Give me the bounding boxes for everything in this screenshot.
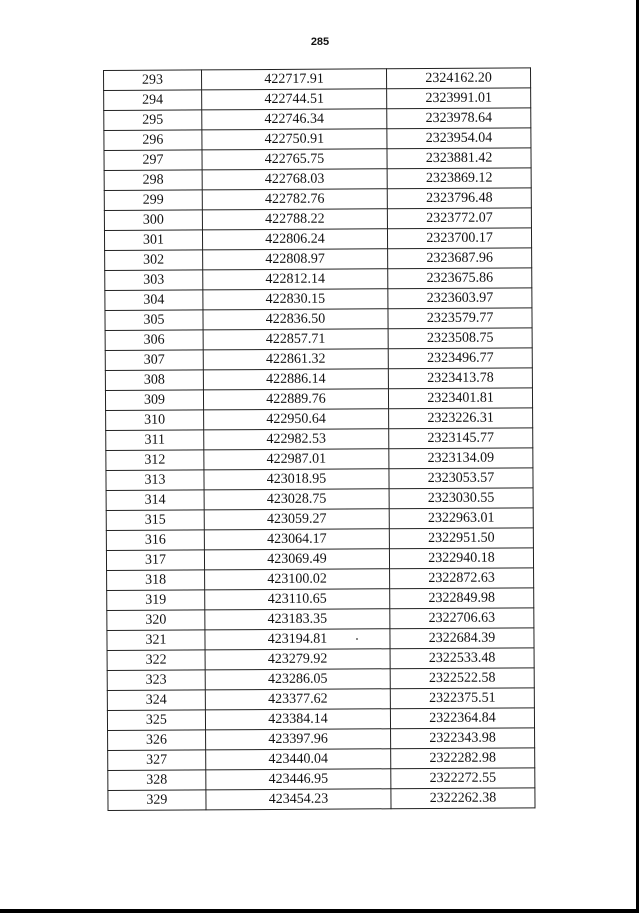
northing-cell: 2323053.57 [389,468,533,489]
northing-cell: 2323134.09 [389,448,533,469]
point-number-cell: 302 [105,250,203,271]
coordinate-table [103,67,536,811]
northing-cell: 2323978.64 [387,108,531,129]
northing-cell: 2323413.78 [388,368,532,389]
easting-cell: 422886.14 [203,369,388,390]
table-row [107,608,534,631]
easting-cell: 422768.03 [202,169,387,190]
table-row [106,528,533,551]
northing-cell: 2323881.42 [387,148,531,169]
table-row [105,368,532,391]
easting-cell: 423183.35 [205,609,390,630]
northing-cell: 2322533.48 [390,648,534,669]
point-number-cell: 322 [107,650,205,671]
easting-cell: 422812.14 [203,269,388,290]
table-row [107,588,534,611]
easting-cell: 423454.23 [206,789,391,810]
point-number-cell: 315 [106,510,204,531]
northing-cell: 2323991.01 [387,88,531,109]
northing-cell: 2323700.17 [388,228,532,249]
table-row [107,708,534,731]
table-row [105,328,532,351]
northing-cell: 2323226.31 [389,408,533,429]
table-row [108,748,535,771]
easting-cell: 422950.64 [203,409,388,430]
point-number-cell: 325 [107,710,205,731]
easting-cell: 423279.92 [205,649,390,670]
table-row [108,768,535,791]
northing-cell: 2322272.55 [391,768,535,789]
point-number-cell: 308 [105,370,203,391]
easting-cell: 422836.50 [203,309,388,330]
northing-cell: 2322951.50 [389,528,533,549]
northing-cell: 2322940.18 [390,548,534,569]
northing-cell: 2322849.98 [390,588,534,609]
northing-cell: 2323869.12 [387,168,531,189]
table-row [105,348,532,371]
table-row [106,548,533,571]
easting-cell: 422744.51 [202,89,387,110]
point-number-cell: 300 [104,210,202,231]
table-row [106,508,533,531]
table-row [106,428,533,451]
table-row [106,488,533,511]
easting-cell: 422788.22 [202,209,387,230]
table-row [107,568,534,591]
easting-cell: 422782.76 [202,189,387,210]
easting-cell: 423018.95 [204,469,389,490]
easting-cell: 422857.71 [203,329,388,350]
point-number-cell: 314 [106,490,204,511]
easting-cell: 422765.75 [202,149,387,170]
point-number-cell: 307 [105,350,203,371]
table-row [108,788,535,811]
northing-cell: 2323496.77 [388,348,532,369]
easting-cell: 422830.15 [203,289,388,310]
easting-cell: 422806.24 [202,229,387,250]
table-row [104,68,531,91]
table-row [104,108,531,131]
easting-cell: 423286.05 [205,669,390,690]
point-number-cell: 304 [105,290,203,311]
northing-cell: 2322282.98 [391,748,535,769]
point-number-cell: 294 [104,90,202,111]
northing-cell: 2323145.77 [389,428,533,449]
northing-cell: 2322706.63 [390,608,534,629]
table-row [107,648,534,671]
table-row [104,168,531,191]
table-row [107,668,534,691]
point-number-cell: 309 [105,390,203,411]
easting-cell: 422808.97 [202,249,387,270]
point-number-cell: 329 [108,790,206,811]
northing-cell: 2323508.75 [388,328,532,349]
northing-cell: 2323796.48 [387,188,531,209]
northing-cell: 2322684.39 [390,628,534,649]
northing-cell: 2323603.97 [388,288,532,309]
easting-cell: 423194.81 [205,629,390,650]
point-number-cell: 303 [105,270,203,291]
table-row [108,728,535,751]
point-number-cell: 316 [106,530,204,551]
page-number: 285 [310,36,330,48]
table-row [104,188,531,211]
northing-cell: 2322872.63 [390,568,534,589]
table-row [105,248,532,271]
point-number-cell: 320 [107,610,205,631]
point-number-cell: 328 [108,770,206,791]
point-number-cell: 306 [105,330,203,351]
table-row [104,148,531,171]
point-number-cell: 318 [107,570,205,591]
point-number-cell: 298 [104,170,202,191]
easting-cell: 423397.96 [205,729,390,750]
northing-cell: 2323675.86 [388,268,532,289]
table-row [105,288,532,311]
table-row [106,448,533,471]
northing-cell: 2322963.01 [389,508,533,529]
easting-cell: 423440.04 [206,749,391,770]
easting-cell: 422717.91 [201,69,386,90]
easting-cell: 423384.14 [205,709,390,730]
table-row [105,388,532,411]
table-row [105,308,532,331]
northing-cell: 2323954.04 [387,128,531,149]
table-row [106,408,533,431]
point-number-cell: 321 [107,630,205,651]
easting-cell: 423110.65 [205,589,390,610]
point-number-cell: 301 [104,230,202,251]
table-row [105,268,532,291]
easting-cell: 423377.62 [205,689,390,710]
northing-cell: 2322364.84 [390,708,534,729]
easting-cell: 422987.01 [204,449,389,470]
easting-cell: 423064.17 [204,529,389,550]
point-number-cell: 327 [108,750,206,771]
easting-cell: 422889.76 [203,389,388,410]
northing-cell: 2323772.07 [387,208,531,229]
northing-cell: 2323030.55 [389,488,533,509]
point-number-cell: 297 [104,150,202,171]
table-row [104,88,531,111]
table-row [104,228,531,251]
table-row [104,128,531,151]
point-number-cell: 324 [107,690,205,711]
northing-cell: 2324162.20 [387,68,531,89]
easting-cell: 422861.32 [203,349,388,370]
point-number-cell: 323 [107,670,205,691]
easting-cell: 423069.49 [204,549,389,570]
scan-speck [356,638,358,640]
easting-cell: 423028.75 [204,489,389,510]
point-number-cell: 299 [104,190,202,211]
easting-cell: 423100.02 [204,569,389,590]
easting-cell: 423446.95 [206,769,391,790]
easting-cell: 422750.91 [202,129,387,150]
point-number-cell: 295 [104,110,202,131]
easting-cell: 422982.53 [204,429,389,450]
point-number-cell: 317 [106,550,204,571]
point-number-cell: 319 [107,590,205,611]
coordinate-table-body [104,68,536,811]
point-number-cell: 310 [106,410,204,431]
northing-cell: 2323401.81 [389,388,533,409]
point-number-cell: 312 [106,450,204,471]
easting-cell: 422746.34 [202,109,387,130]
easting-cell: 423059.27 [204,509,389,530]
table-row [107,688,534,711]
point-number-cell: 296 [104,130,202,151]
point-number-cell: 293 [104,70,202,91]
table-row [107,628,534,651]
table-row [104,208,531,231]
northing-cell: 2323579.77 [388,308,532,329]
northing-cell: 2322522.58 [390,668,534,689]
table-row [106,468,533,491]
point-number-cell: 313 [106,470,204,491]
point-number-cell: 326 [108,730,206,751]
point-number-cell: 311 [106,430,204,451]
northing-cell: 2323687.96 [388,248,532,269]
northing-cell: 2322375.51 [390,688,534,709]
point-number-cell: 305 [105,310,203,331]
northing-cell: 2322262.38 [391,788,535,809]
northing-cell: 2322343.98 [391,728,535,749]
